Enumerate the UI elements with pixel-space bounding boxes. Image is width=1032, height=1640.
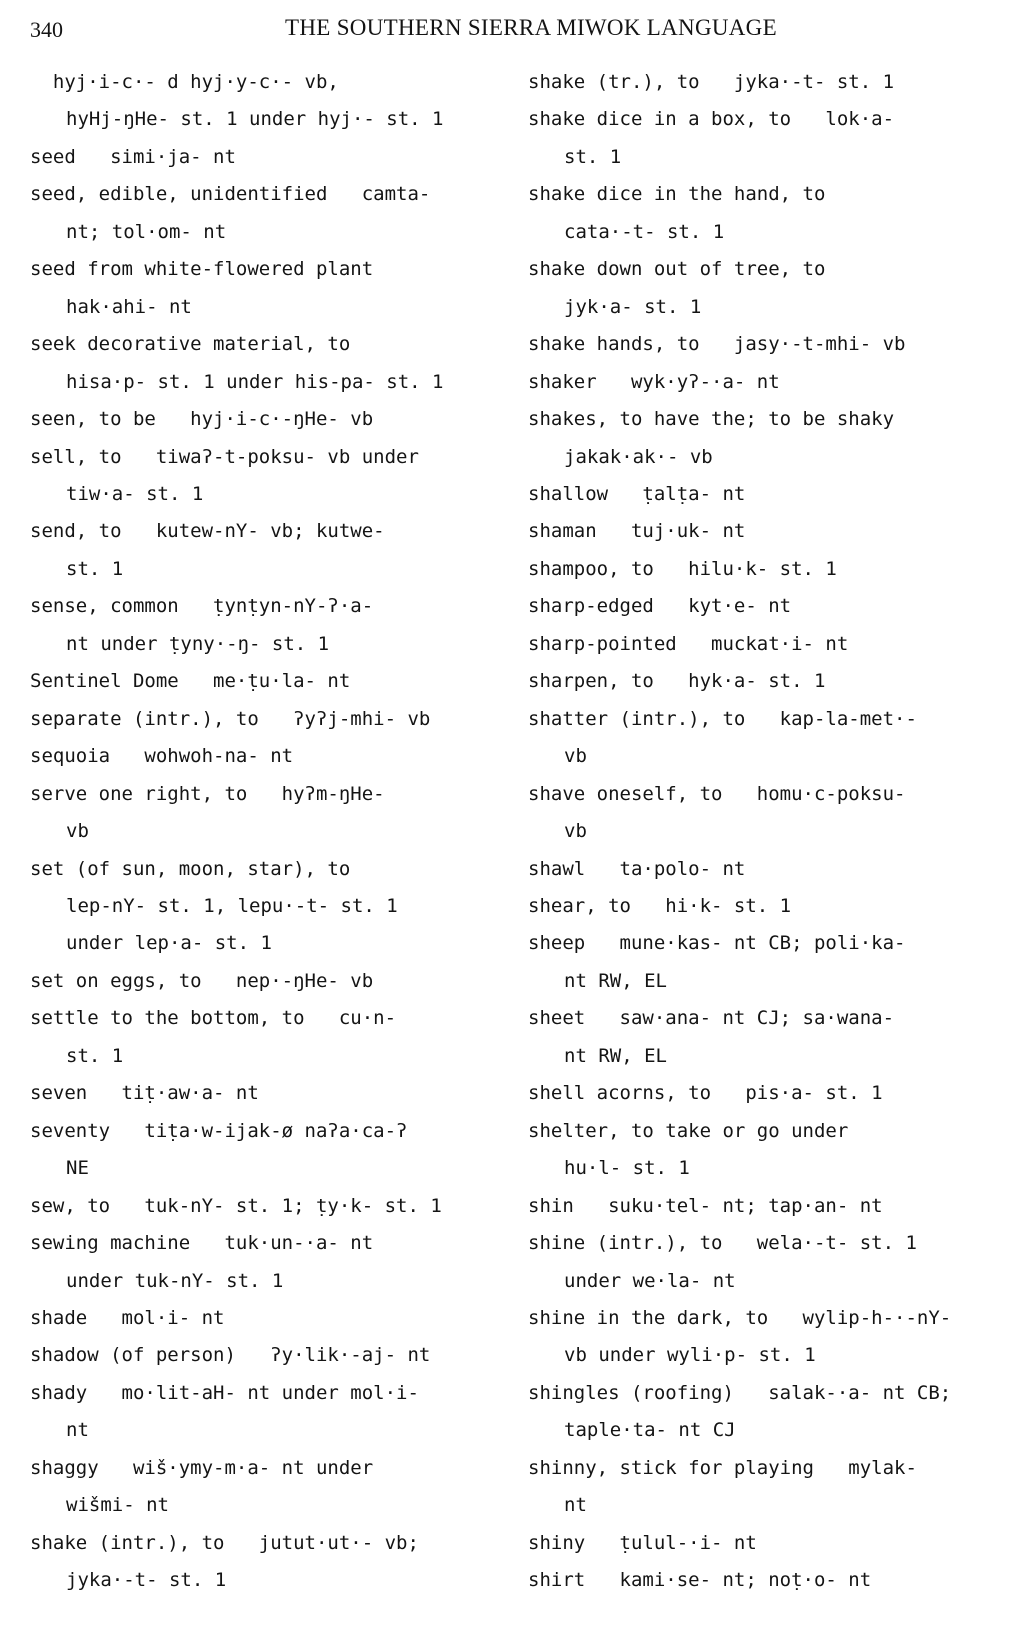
entry-line: sense, common ṭynṭyn-nY-ʔ·a- [30,595,374,618]
entry-continuation-line: nt under ṭyny·-ŋ- st. 1 [66,632,330,655]
dictionary-entry [528,1000,998,1075]
dictionary-entry [30,1337,500,1374]
entry-line: sewing machine tuk·un-·a- nt [30,1232,374,1255]
dictionary-entry [528,588,998,625]
entry-line: seen, to be hyj·i-c·-ŋHe- vb [30,408,374,431]
entry-continuation-line: tiw·a- st. 1 [66,482,204,505]
entry-continuation-line: taple·ta- nt CJ [564,1419,736,1442]
dictionary-entry [528,701,998,776]
dictionary-entry [528,1113,998,1188]
entry-line: seed from white-flowered plant [30,258,374,281]
dictionary-entry [30,1375,500,1450]
entry-line: shady mo·lit-aH- nt under mol·i- [30,1381,419,1404]
entry-continuation-line: nt [564,1494,587,1517]
dictionary-entry [30,251,500,326]
entry-line: shake (intr.), to jutut·ut·- vb; [30,1531,419,1554]
dictionary-entry [528,551,998,588]
entry-line: shaggy wiš·ymy-m·a- nt under [30,1456,374,1479]
entry-continuation-line: vb [564,820,587,843]
dictionary-entry [30,1300,500,1337]
entry-line: shiny ṭulul-·i- nt [528,1531,757,1554]
dictionary-entry [528,888,998,925]
running-title: THE SOUTHERN SIERRA MIWOK LANGUAGE [285,15,777,40]
dictionary-entry [30,1113,500,1188]
dictionary-entry [528,326,998,363]
entry-line: seek decorative material, to [30,333,351,356]
entry-line: shell acorns, to pis·a- st. 1 [528,1082,883,1105]
entry-continuation-line: nt [66,1419,89,1442]
dictionary-entry [30,64,500,139]
dictionary-entry [528,176,998,251]
entry-line: shine in the dark, to wylip-h-·-nY- [528,1306,952,1329]
dictionary-entry [30,326,500,401]
dictionary-entry [30,1000,500,1075]
entry-line: send, to kutew-nY- vb; kutwe- [30,520,385,543]
entry-continuation-line: st. 1 [66,1044,124,1067]
entry-continuation-line: hak·ahi- nt [66,295,192,318]
entry-line: seven tiṭ·aw·a- nt [30,1082,259,1105]
dictionary-entry [30,139,500,176]
dictionary-entry [30,663,500,700]
entry-line: shave oneself, to homu·c-poksu- [528,782,906,805]
right-column [528,64,998,1600]
entry-continuation-line: nt RW, EL [564,969,667,992]
entry-continuation-line: vb [564,745,587,768]
entry-continuation-line: st. 1 [66,557,124,580]
dictionary-entry [528,1300,998,1375]
dictionary-entry [30,1525,500,1600]
dictionary-entry [528,1188,998,1225]
dictionary-entry [528,1375,998,1450]
entry-line: shallow ṭalṭa- nt [528,482,746,505]
entry-line: shawl ta·polo- nt [528,857,746,880]
entry-line: Sentinel Dome me·ṭu·la- nt [30,670,351,693]
dictionary-entry [528,925,998,1000]
page-number: 340 [30,17,63,42]
entry-line: sequoia wohwoh-na- nt [30,745,294,768]
entry-continuation-line: under tuk-nY- st. 1 [66,1269,284,1292]
entry-continuation-line: vb [66,820,89,843]
dictionary-entry [30,776,500,851]
dictionary-entry [30,1225,500,1300]
dictionary-entry [528,1450,998,1525]
dictionary-entry [528,251,998,326]
entry-continuation-line: jakak·ak·- vb [564,445,713,468]
dictionary-entry [528,626,998,663]
entry-line: serve one right, to hyʔm-ŋHe- [30,782,385,805]
entry-continuation-line: nt RW, EL [564,1044,667,1067]
entry-line: set (of sun, moon, star), to [30,857,351,880]
entry-continuation-line: vb under wyli·p- st. 1 [564,1344,816,1367]
entry-continuation-line: wišmi- nt [66,1494,169,1517]
entry-line: seed, edible, unidentified camta- [30,183,431,206]
entry-line: sell, to tiwaʔ-t-poksu- vb under [30,445,419,468]
entry-line: seed simi·ja- nt [30,145,236,168]
entry-line: sew, to tuk-nY- st. 1; ṭy·k- st. 1 [30,1194,442,1217]
entry-line: shake (tr.), to jyka·-t- st. 1 [528,71,895,93]
entry-line: hyj·i-c·- d hyj·y-c·- vb, [30,71,339,93]
entry-line: shingles (roofing) salak-·a- nt CB; [528,1381,952,1404]
entry-line: shaman tuj·uk- nt [528,520,746,543]
entry-line: shaker wyk·yʔ-·a- nt [528,370,780,393]
dictionary-entry [528,1075,998,1112]
dictionary-entry [30,851,500,963]
dictionary-entry [528,1225,998,1300]
entry-line: separate (intr.), to ʔyʔj-mhi- vb [30,707,431,730]
entry-line: shake dice in the hand, to [528,183,826,206]
entry-line: shake down out of tree, to [528,258,826,281]
entry-continuation-line: lep-nY- st. 1, lepu·-t- st. 1 [66,894,398,917]
entry-line: seventy tiṭa·w-ijak-ø naʔa·ca-ʔ [30,1119,408,1142]
dictionary-entry [30,1075,500,1112]
entry-line: shine (intr.), to wela·-t- st. 1 [528,1232,917,1255]
dictionary-entry [30,401,500,438]
dictionary-entry [528,663,998,700]
entry-line: shin suku·tel- nt; tap·an- nt [528,1194,883,1217]
entry-line: shirt kami·se- nt; noṭ·o- nt [528,1569,872,1592]
entry-continuation-line: under lep·a- st. 1 [66,932,272,955]
entry-line: sheep mune·kas- nt CB; poli·ka- [528,932,906,955]
entry-continuation-line: jyka·-t- st. 1 [66,1569,227,1592]
left-column [30,64,500,1600]
entry-continuation-line: NE [66,1157,89,1180]
entry-line: shake hands, to jasy·-t-mhi- vb [528,333,906,356]
entry-continuation-line: nt; tol·om- nt [66,220,227,243]
entry-line: shade mol·i- nt [30,1306,225,1329]
entry-continuation-line: hu·l- st. 1 [564,1157,690,1180]
dictionary-entry [30,1450,500,1525]
dictionary-entry [528,101,998,176]
dictionary-entry [528,1562,998,1599]
dictionary-entry [528,64,998,101]
entry-line: shake dice in a box, to lok·a- [528,108,895,131]
entry-line: shampoo, to hilu·k- st. 1 [528,557,837,580]
entry-continuation-line: cata·-t- st. 1 [564,220,725,243]
entry-line: shear, to hi·k- st. 1 [528,894,792,917]
entry-line: sharpen, to hyk·a- st. 1 [528,670,826,693]
dictionary-entry [30,1188,500,1225]
entry-continuation-line: jyk·a- st. 1 [564,295,702,318]
dictionary-entry [30,738,500,775]
entry-line: sharp-edged kyt·e- nt [528,595,792,618]
dictionary-entry [30,963,500,1000]
dictionary-entry [528,401,998,476]
entry-line: set on eggs, to nep·-ŋHe- vb [30,969,374,992]
dictionary-entry [528,364,998,401]
entry-line: shadow (of person) ʔy·lik·-aj- nt [30,1344,431,1367]
entry-line: sharp-pointed muckat·i- nt [528,632,849,655]
entry-line: sheet saw·ana- nt CJ; sa·wana- [528,1007,895,1030]
dictionary-entry [528,1525,998,1562]
entry-line: settle to the bottom, to cu·n- [30,1007,397,1030]
dictionary-entry [30,176,500,251]
dictionary-entry [528,776,998,851]
dictionary-entry [528,476,998,513]
dictionary-entry [30,588,500,663]
entry-continuation-line: hyHj-ŋHe- st. 1 under hyj·- st. 1 [66,108,444,131]
dictionary-entry [528,513,998,550]
entry-line: shelter, to take or go under [528,1119,849,1142]
dictionary-entry [30,701,500,738]
entry-line: shakes, to have the; to be shaky [528,408,895,431]
dictionary-entry [30,439,500,514]
entry-continuation-line: under we·la- nt [564,1269,736,1292]
dictionary-entry [528,851,998,888]
entry-continuation-line: hisa·p- st. 1 under his-pa- st. 1 [66,370,444,393]
dictionary-entry [30,513,500,588]
entry-line: shinny, stick for playing mylak- [528,1456,917,1479]
entry-continuation-line: st. 1 [564,145,622,168]
entry-line: shatter (intr.), to kap-la-met·- [528,707,917,730]
